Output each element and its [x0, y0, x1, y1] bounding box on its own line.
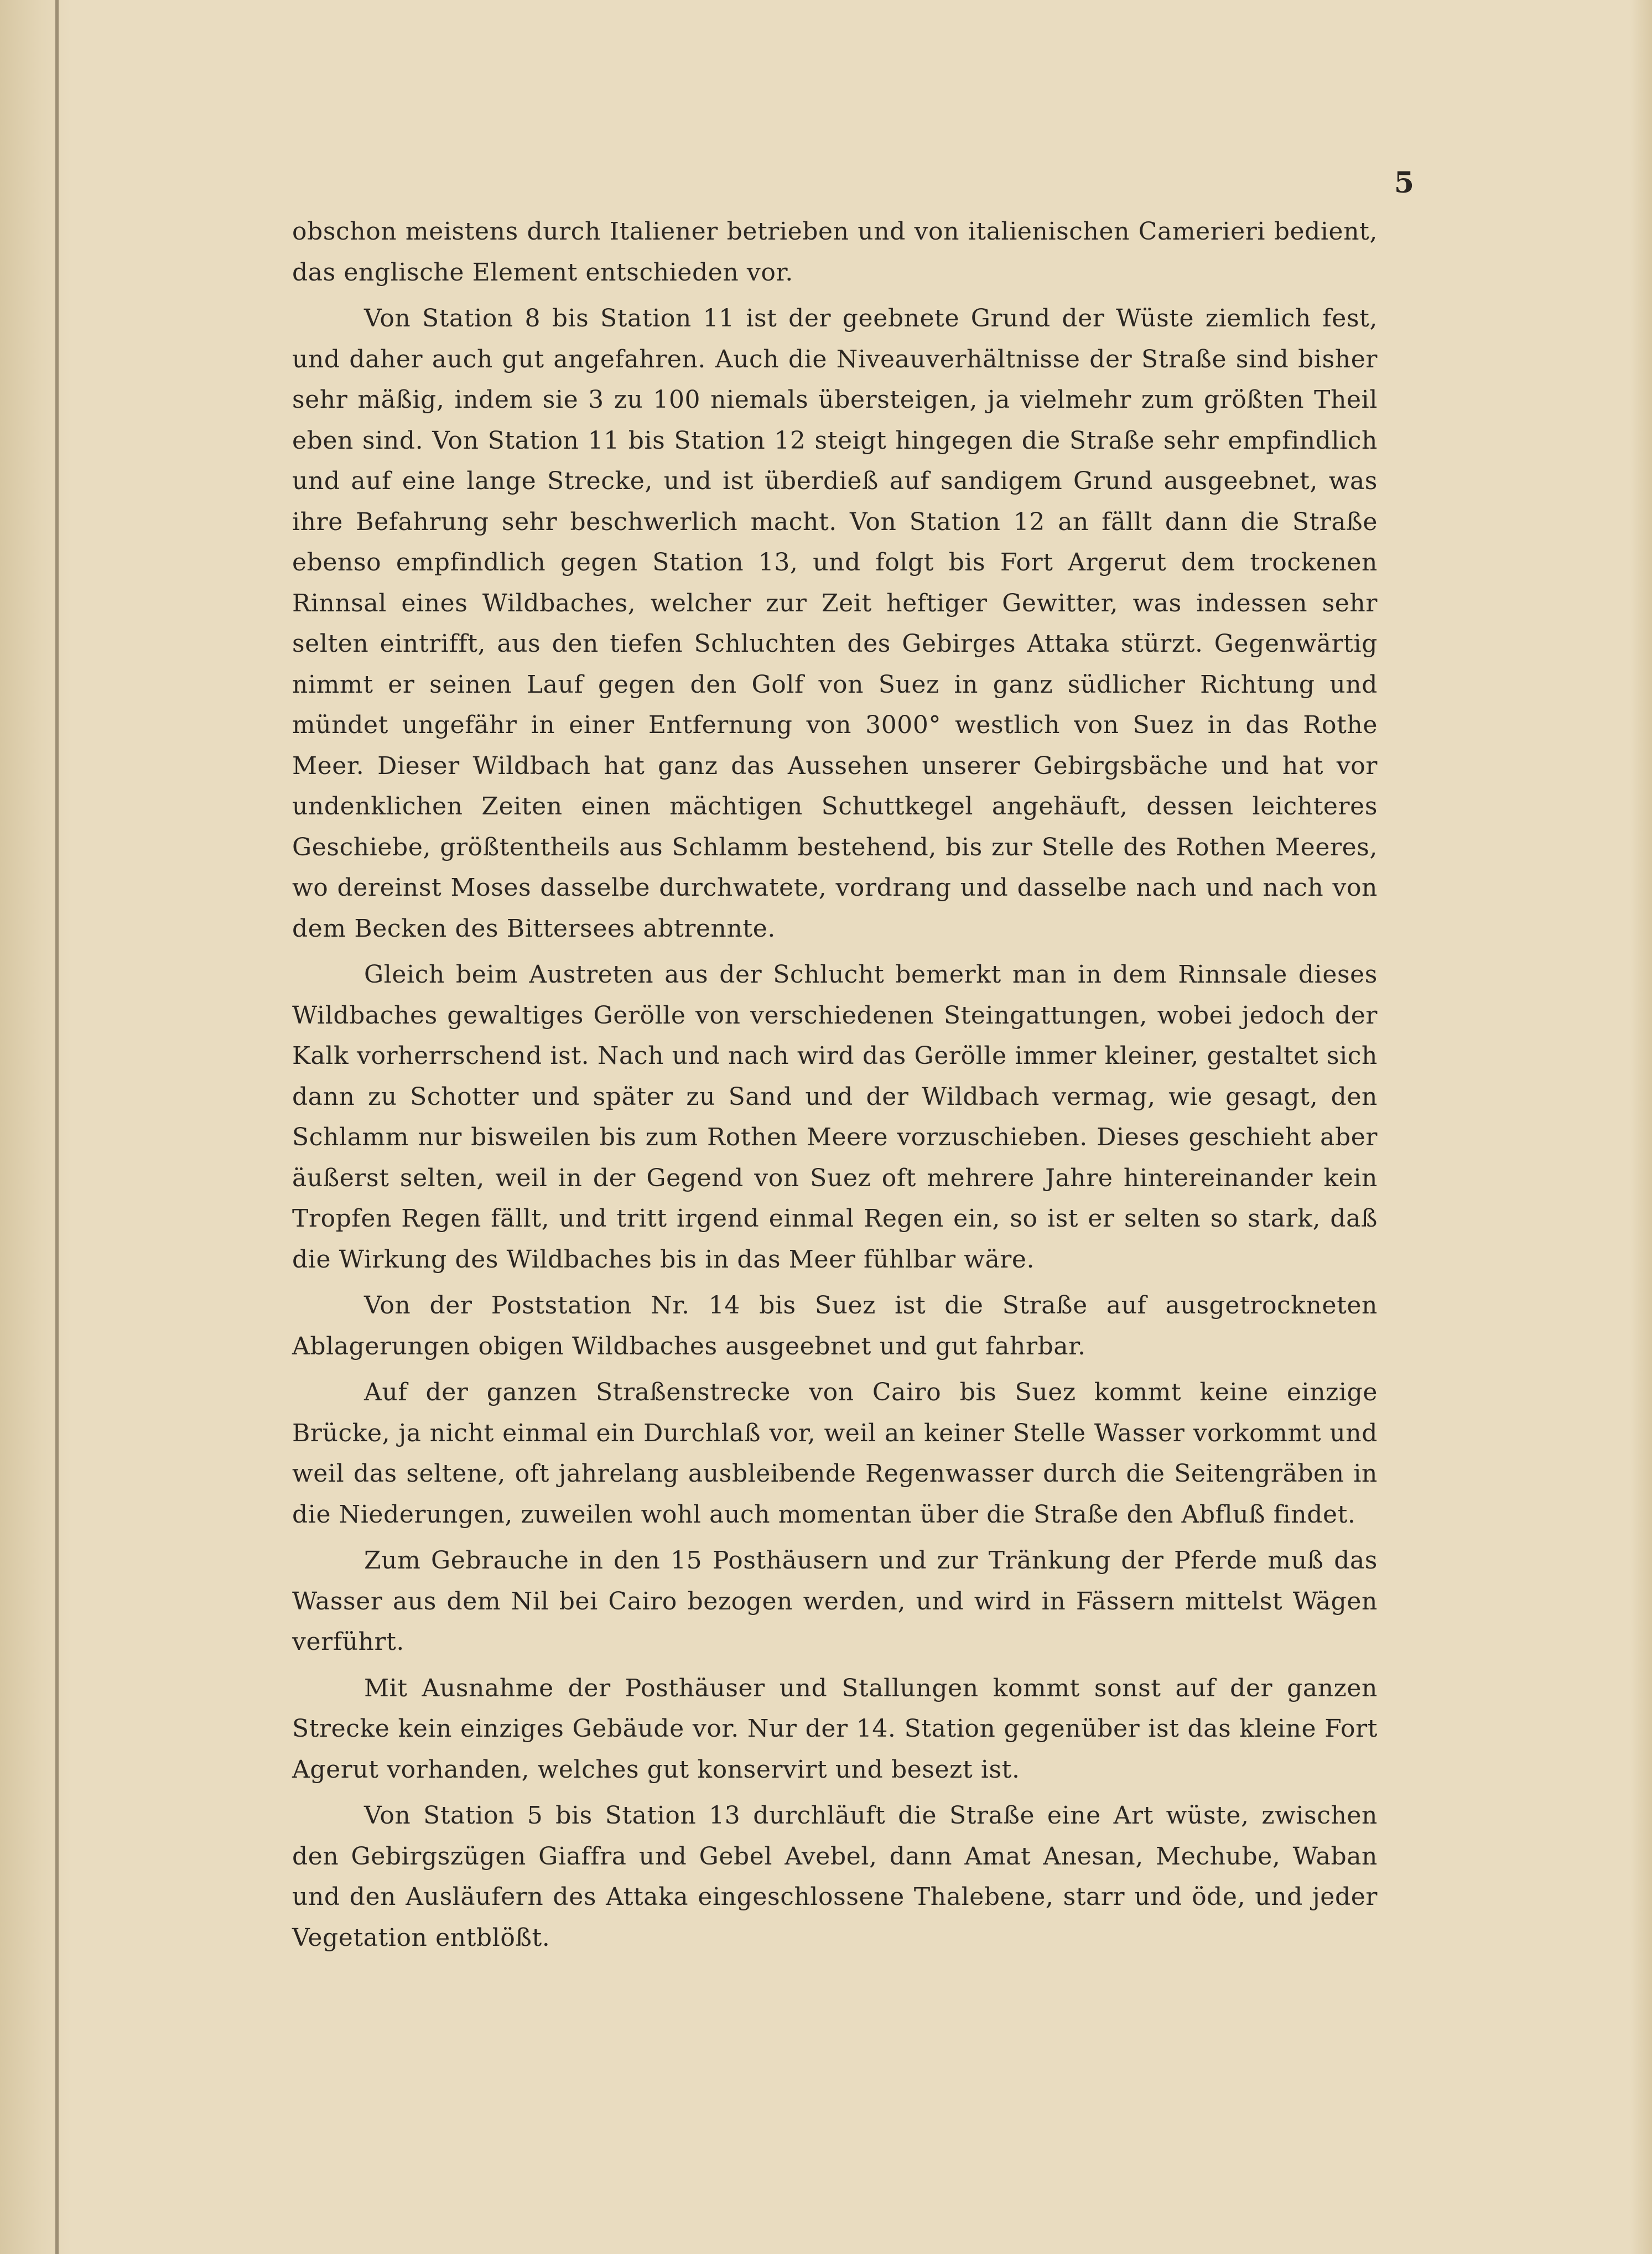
paragraph-2: Von Station 8 bis Station 11 ist der geebnete Grund der Wüste ziemlich fest, und daher auch gut angefahren. Auch die Niveauverhältnisse der Straße sind bisher sehr mäßig, indem sie 3 zu 100 niemals übersteigen, ja vielmehr zum größten Theil eben sind. Von Station 11 bis Station 12 steigt hingegen die Straße sehr empfindlich und auf eine lange Strecke, und ist überdieß auf sandigem Grund ausgeebnet, was ihre Befahrung sehr beschwerlich macht. Von Station 12 an fällt dann die Straße ebenso empfindlich gegen Station 13, und folgt bis Fort Argerut dem trockenen Rinnsal eines Wildbaches, welcher zur Zeit heftiger Gewitter, was indessen sehr selten eintrifft, aus den tiefen Schluchten des Gebirges Attaka stürzt. Gegenwärtig nimmt er seinen Lauf gegen den Golf von Suez in ganz südlicher Richtung und mündet ungefähr in einer Entfernung von 3000° westlich von Suez in das Rothe Meer. Dieser Wildbach hat ganz das Aussehen unserer Gebirgsbäche und hat vor undenklichen Zeiten einen mächtigen Schuttkegel angehäuft, dessen leichteres Geschiebe, größtentheils aus Schlamm bestehend, bis zur Stelle des Rothen Meeres, wo dereinst Moses dasselbe durchwatete, vordrang und dasselbe nach und nach von dem Becken des Bittersees abtrennte.: [292, 304, 1378, 943]
binding-line: [55, 0, 59, 2254]
paragraph-3: Gleich beim Austreten aus der Schlucht bemerkt man in dem Rinnsale dieses Wildbaches gewaltiges Gerölle von verschiedenen Steingattungen, wobei jedoch der Kalk vorherrschend ist. Nach und nach wird das Gerölle immer kleiner, gestaltet sich dann zu Schotter und später zu Sand und der Wildbach vermag, wie gesagt, den Schlamm nur bisweilen bis zum Rothen Meere vorzuschieben. Dieses geschieht aber äußerst selten, weil in der Gegend von Suez oft mehrere Jahre hintereinander kein Tropfen Regen fällt, und tritt irgend einmal Regen ein, so ist er selten so stark, daß die Wirkung des Wildbaches bis in das Meer fühlbar wäre.: [292, 960, 1378, 1274]
paragraph-7: Mit Ausnahme der Posthäuser und Stallungen kommt sonst auf der ganzen Strecke kein einziges Gebäude vor. Nur der 14. Station gegenüber ist das kleine Fort Agerut vorhanden, welches gut konservirt und besezt ist.: [292, 1674, 1378, 1784]
paragraph-1: obschon meistens durch Italiener betrieben und von italienischen Camerieri bedient, das englische Element entschieden vor.: [292, 217, 1378, 287]
page-edge: [1630, 0, 1652, 2254]
paragraph-5: Auf der ganzen Straßenstrecke von Cairo bis Suez kommt keine einzige Brücke, ja nicht einmal ein Durchlaß vor, weil an keiner Stelle Wasser vorkommt und weil das seltene, oft jahrelang ausbleibende Regenwasser durch die Seitengräben in die Niederungen, zuweilen wohl auch momentan über die Straße den Abfluß findet.: [292, 1378, 1378, 1529]
paragraph-6: Zum Gebrauche in den 15 Posthäusern und zur Tränkung der Pferde muß das Wasser aus dem Nil bei Cairo bezogen werden, und wird in Fässern mittelst Wägen verführt.: [292, 1546, 1378, 1656]
page-number: 5: [1394, 166, 1414, 200]
paragraph-4: Von der Poststation Nr. 14 bis Suez ist die Straße auf ausgetrockneten Ablagerungen obigen Wildbaches ausgeebnet und gut fahrbar.: [292, 1291, 1378, 1360]
binding-gutter: [0, 0, 72, 2254]
body-text: [292, 211, 1378, 1964]
paragraph-8: Von Station 5 bis Station 13 durchläuft die Straße eine Art wüste, zwischen den Gebirgszügen Giaffra und Gebel Avebel, dann Amat Anesan, Mechube, Waban und den Ausläufern des Attaka eingeschlossene Thalebene, starr und öde, und jeder Vegetation entblößt.: [292, 1801, 1378, 1952]
